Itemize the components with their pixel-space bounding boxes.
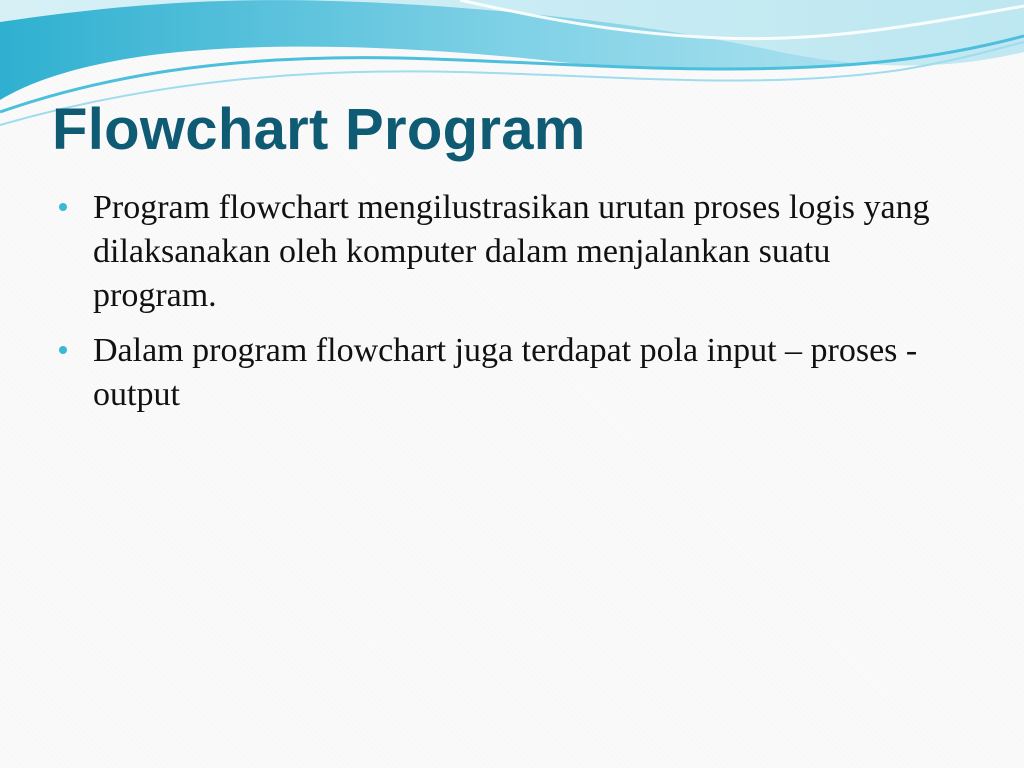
bullet-list [56, 186, 956, 428]
bullet-item [56, 329, 956, 417]
bullet-text: Program flowchart mengilustrasikan urutan proses logis yang dilaksanakan oleh komputer dalam menjalankan suatu program. [93, 189, 930, 314]
bullet-text: Dalam program flowchart juga terdapat pola input – proses - output [93, 332, 918, 413]
bullet-dot-icon [59, 203, 67, 211]
bullet-dot-icon [59, 346, 67, 354]
bullet-item [56, 186, 956, 318]
slide-title: Flowchart Program [52, 97, 586, 162]
